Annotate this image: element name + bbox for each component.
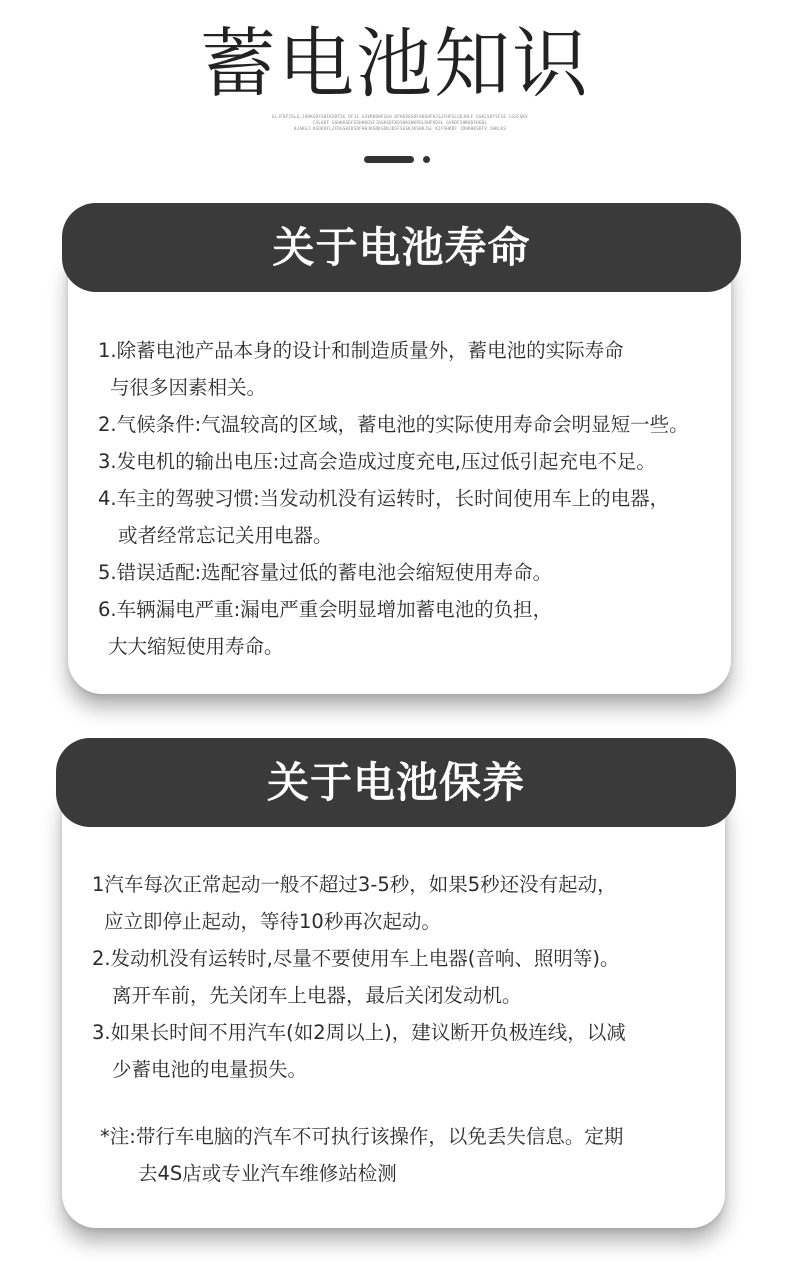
battery-care-title: 关于电池保养 (266, 758, 525, 807)
page-title: 蓄电池知识 (200, 19, 590, 108)
life-line-1-cont: 与很多因素相关。 (110, 376, 267, 399)
battery-life-header (62, 203, 741, 292)
life-line-4-cont: 或者经常忘记关用电器。 (118, 524, 333, 547)
care-line-2: 2.发动机没有运转时,尽量不要使用车上电器(音响、照明等)。 (92, 947, 620, 970)
life-line-6-cont: 大大缩短使用寿命。 (108, 635, 284, 658)
care-line-1-cont: 应立即停止起动，等待10秒再次起动。 (104, 910, 441, 933)
decor-dash (364, 156, 414, 163)
care-line-1: 1汽车每次正常起动一般不超过3-5秒，如果5秒还没有起动， (92, 873, 617, 896)
life-line-1: 1.除蓄电池产品本身的设计和制造质量外，蓄电池的实际寿命 (98, 339, 624, 362)
battery-care-header (56, 738, 736, 827)
life-line-6: 6.车辆漏电严重:漏电严重会明显增加蓄电池的负担， (98, 598, 553, 621)
life-line-3: 3.发电机的输出电压:过高会造成过度充电,压过低引起充电不足。 (98, 450, 656, 473)
battery-care-body (92, 866, 626, 1192)
subtitle-line: KJAKSJ KSDKDFLJFDGSHIKSDFHHJKSRKSDKJDSFSGSKJKSHKJSL KJFSHKDF JDHKHKSDFV JHKLKS (293, 126, 507, 131)
care-note: *注:带行车电脑的汽车不可执行该操作，以免丢失信息。定期 (100, 1125, 624, 1148)
care-line-2-cont: 离开车前，先关闭车上电器，最后关闭发动机。 (112, 984, 522, 1007)
care-note-cont: 去4S店或专业汽车维修站检测 (138, 1162, 397, 1185)
note-spacer (92, 1088, 626, 1118)
life-line-5: 5.错误适配:选配容量过低的蓄电池会缩短使用寿命。 (98, 561, 553, 584)
subtitle-line: CSLKDF GSHKKSDFGSHHKDSFJDGKSDFKDSHKSNKPGLDHFKDSL GVKDFSHKKDFHGDL (312, 120, 488, 125)
battery-life-body (98, 332, 689, 665)
subtitle-line: ELJFDFJSLG,JHDKSDFSHIKSDFSG DFJL GSVRKDHFSGH DFHSV8SDFAKSHFKJSJFHFGLGDJHLF GSKLSDFSFGE LGSFGKV (272, 114, 528, 119)
decorative-subtitle (270, 114, 530, 132)
life-line-2: 2.气候条件:气温较高的区域，蓄电池的实际使用寿命会明显短一些。 (98, 413, 689, 436)
care-line-3-cont: 少蓄电池的电量损失。 (112, 1058, 308, 1081)
life-line-4: 4.车主的驾驶习惯:当发动机没有运转时，长时间使用车上的电器， (98, 487, 670, 510)
battery-life-title: 关于电池寿命 (272, 223, 531, 272)
decor-dot (423, 156, 430, 163)
care-line-3: 3.如果长时间不用汽车(如2周以上)，建议断开负极连线，以减 (92, 1021, 626, 1044)
